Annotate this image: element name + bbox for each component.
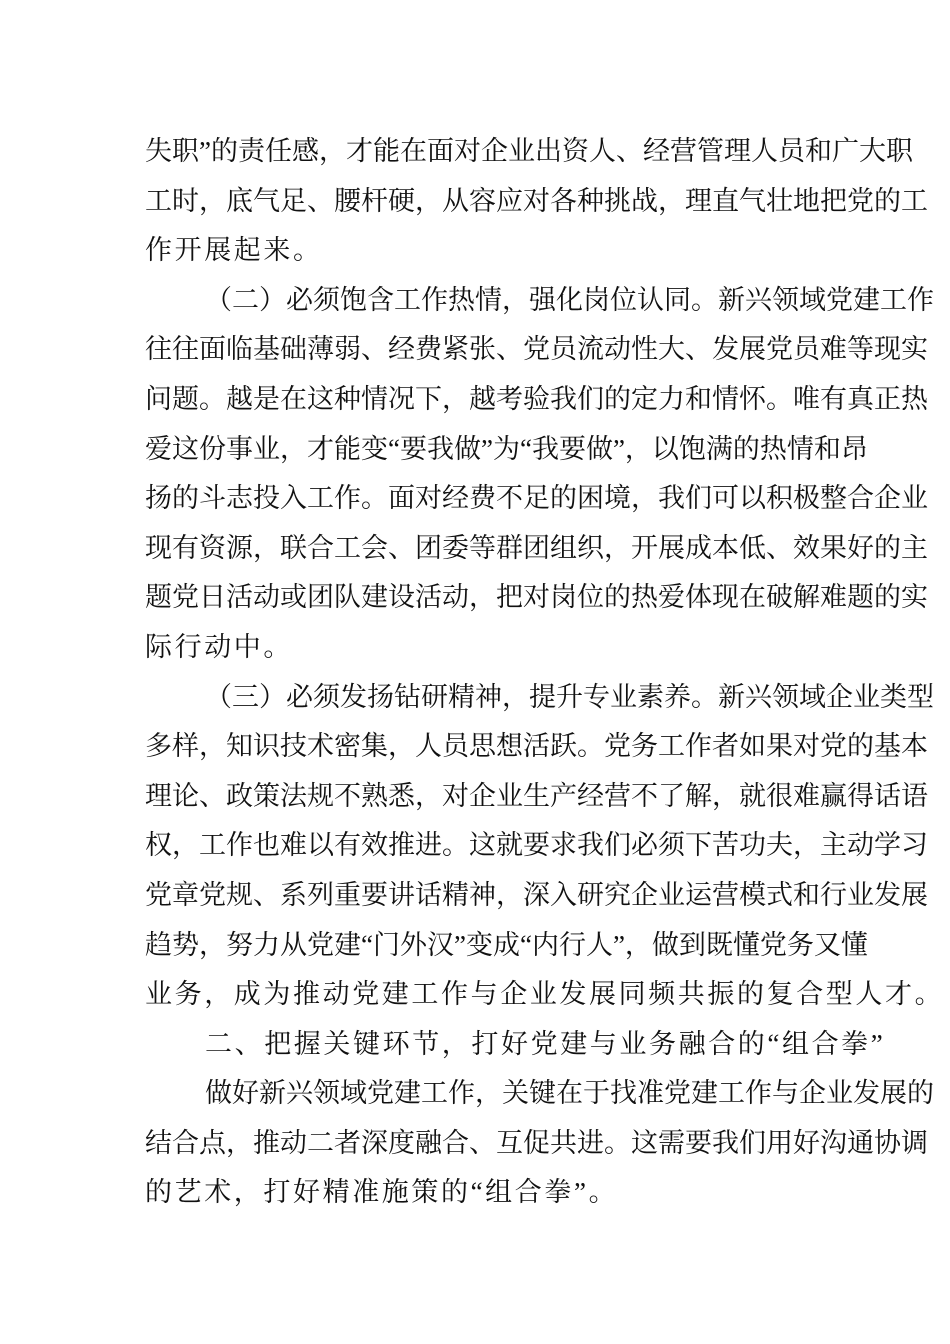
text-line: 作开展起来。 — [145, 235, 323, 266]
text-line: 结合点，推动二者深度融合、互促共进。这需要我们用好沟通协调 — [145, 1127, 928, 1158]
text-line: 权，工作也难以有效推进。这就要求我们必须下苦功夫，主动学习 — [145, 830, 928, 861]
text-line: 爱这份事业，才能变“要我做”为“我要做”，以饱满的热情和昂 — [145, 433, 868, 464]
text-line: 失职”的责任感，才能在面对企业出资人、经营管理人员和广大职 — [145, 136, 913, 166]
text-line: 扬的斗志投入工作。面对经费不足的困境，我们可以积极整合企业 — [145, 483, 928, 514]
text-line: 工时，底气足、腰杆硬，从容应对各种挑战，理直气壮地把党的工 — [145, 185, 928, 216]
text-line: 问题。越是在这种情况下，越考验我们的定力和情怀。唯有真正热 — [145, 383, 928, 414]
text-line: 现有资源，联合工会、团委等群团组织，开展成本低、效果好的主 — [145, 532, 928, 563]
text-line: 多样，知识技术密集，人员思想活跃。党务工作者如果对党的基本 — [145, 731, 928, 762]
paragraph-first-line: （三）必须发扬钻研精神，提升专业素养。新兴领域企业类型 — [205, 681, 934, 712]
paragraph-first-line: （二）必须饱含工作热情，强化岗位认同。新兴领域党建工作 — [205, 284, 934, 315]
document-body — [145, 127, 945, 1218]
text-line: 业务，成为推动党建工作与企业发展同频共振的复合型人才。 — [145, 979, 945, 1010]
text-line: 往往面临基础薄弱、经费紧张、党员流动性大、发展党员难等现实 — [145, 334, 928, 365]
text-line: 的艺术，打好精准施策的“组合拳”。 — [145, 1177, 619, 1208]
paragraph-first-line: 二、把握关键环节，打好党建与业务融合的“组合拳” — [205, 1028, 886, 1059]
paragraph-first-line: 做好新兴领域党建工作，关键在于找准党建工作与企业发展的 — [205, 1078, 934, 1109]
text-line: 党章党规、系列重要讲话精神，深入研究企业运营模式和行业发展 — [145, 879, 928, 910]
text-line: 题党日活动或团队建设活动，把对岗位的热爱体现在破解难题的实 — [145, 582, 928, 613]
text-line: 理论、政策法规不熟悉，对企业生产经营不了解，就很难赢得话语 — [145, 780, 928, 811]
text-line: 趋势，努力从党建“门外汉”变成“内行人”，做到既懂党务又懂 — [145, 929, 868, 960]
text-line: 际行动中。 — [145, 631, 293, 662]
